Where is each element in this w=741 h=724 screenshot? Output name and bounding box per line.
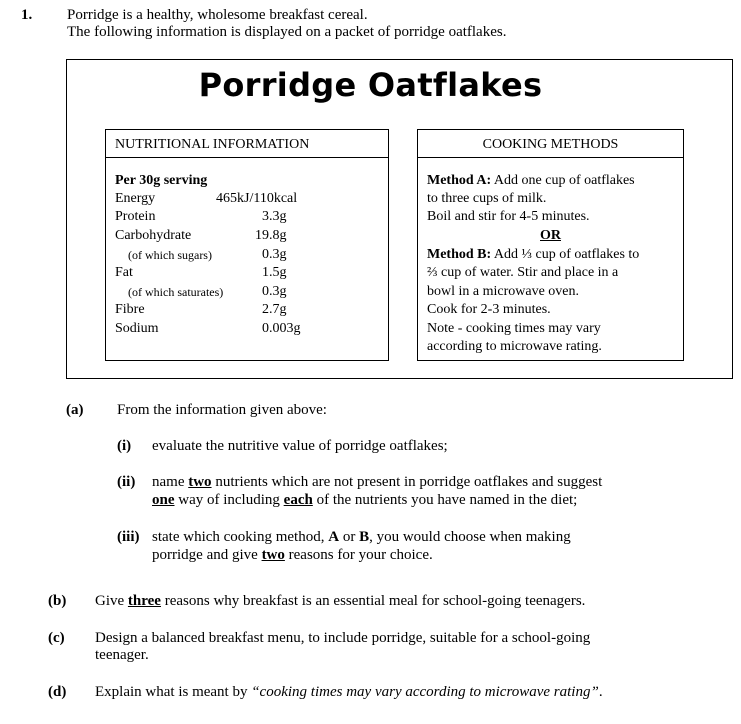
part-a-iii-l1-b: B — [359, 529, 370, 545]
part-a-iii-line-2 — [152, 547, 433, 564]
nutrition-value-sugars: 0.3g — [262, 247, 287, 262]
nutrition-label-carbohydrate: Carbohydrate — [115, 228, 192, 243]
nutrition-heading: NUTRITIONAL INFORMATION — [115, 137, 310, 152]
part-d-text — [95, 684, 603, 701]
method-b-line-1 — [427, 246, 639, 264]
part-a-iii-l2-emph: two — [261, 547, 285, 563]
packet-title: Porridge Oatflakes — [198, 66, 543, 104]
part-a-iii-l2-post: reasons for your choice. — [284, 547, 433, 563]
part-a-ii-l1-pre: name — [152, 474, 189, 490]
part-a-ii-line-2 — [152, 492, 577, 509]
method-or: OR — [540, 228, 561, 243]
method-b-text-1: Add ⅓ cup of oatflakes to — [491, 247, 640, 262]
nutrition-label-fat: Fat — [115, 265, 133, 280]
method-a-line-1 — [427, 172, 635, 190]
nutrition-value-energy: 465kJ/110kcal — [216, 191, 298, 206]
nutrition-serving: Per 30g serving — [115, 173, 208, 188]
nutrition-label-protein: Protein — [115, 209, 156, 224]
nutrition-label-sugars: (of which sugars) — [128, 248, 212, 262]
part-c-label: (c) — [48, 630, 65, 646]
part-a-ii-l2-post: of the nutrients you have named in the diet; — [312, 492, 578, 508]
method-a-line-3: Boil and stir for 4-5 minutes. — [427, 209, 590, 224]
part-d-quote: “cooking times may vary according to microwave rating” — [251, 684, 599, 700]
method-a-line-2: to three cups of milk. — [427, 191, 547, 206]
nutrition-value-carbohydrate: 19.8g — [255, 228, 287, 243]
part-a-ii-l2-emph-2: each — [283, 492, 313, 508]
part-a-iii-l1-pre: state which cooking method, — [152, 529, 329, 545]
part-a-ii-line-1 — [152, 474, 602, 491]
part-d-pre: Explain what is meant by — [95, 684, 252, 700]
nutrition-value-fat: 1.5g — [262, 265, 287, 280]
part-b-emph: three — [127, 593, 161, 609]
part-a-i-text: evaluate the nutritive value of porridge oatflakes; — [152, 438, 448, 454]
question-number: 1. — [21, 7, 33, 23]
part-a-iii-line-1 — [152, 529, 571, 546]
note-line-2: according to microwave rating. — [427, 339, 602, 354]
cooking-heading: COOKING METHODS — [482, 137, 619, 152]
method-b-line-4: Cook for 2-3 minutes. — [427, 302, 551, 317]
part-a-label: (a) — [66, 402, 84, 418]
part-b-label: (b) — [48, 593, 67, 609]
method-a-label: Method A: — [427, 173, 492, 188]
part-d-label: (d) — [48, 684, 67, 700]
part-d-post: . — [598, 684, 603, 700]
nutrition-label-sodium: Sodium — [115, 321, 159, 336]
method-b-label: Method B: — [427, 247, 492, 262]
nutrition-value-saturates: 0.3g — [262, 284, 287, 299]
part-b-post: reasons why breakfast is an essential meal for school-going teenagers. — [160, 593, 586, 609]
nutrition-label-fibre: Fibre — [115, 302, 145, 317]
cooking-divider — [418, 157, 683, 158]
part-a-ii-label: (ii) — [117, 474, 136, 490]
intro-line-2: The following information is displayed on a packet of porridge oatflakes. — [67, 24, 507, 40]
method-b-line-3: bowl in a microwave oven. — [427, 284, 580, 299]
part-a-ii-l1-post: nutrients which are not present in porridge oatflakes and suggest — [211, 474, 603, 490]
method-b-line-2: ⅔ cup of water. Stir and place in a — [427, 265, 619, 280]
part-a-ii-l1-emph: two — [188, 474, 212, 490]
part-a-iii-l1-a: A — [328, 529, 340, 545]
nutrition-value-sodium: 0.003g — [262, 321, 301, 336]
part-b-pre: Give — [95, 593, 128, 609]
part-a-i-label: (i) — [117, 438, 132, 454]
part-a-text: From the information given above: — [117, 402, 327, 418]
nutrition-label-energy: Energy — [115, 191, 156, 206]
intro-line-1: Porridge is a healthy, wholesome breakfast cereal. — [67, 7, 368, 23]
nutrition-value-fibre: 2.7g — [262, 302, 287, 317]
part-a-ii-l2-emph-1: one — [152, 492, 175, 508]
part-a-iii-l2-pre: porridge and give — [152, 547, 262, 563]
part-b-text — [95, 593, 585, 610]
nutrition-value-protein: 3.3g — [262, 209, 287, 224]
nutrition-divider — [106, 157, 388, 158]
part-c-line-1: Design a balanced breakfast menu, to include porridge, suitable for a school-going — [95, 630, 591, 646]
nutrition-label-saturates: (of which saturates) — [128, 285, 224, 299]
part-a-iii-l1-mid: or — [339, 529, 360, 545]
part-a-iii-label: (iii) — [117, 529, 140, 545]
part-a-iii-l1-post: , you would choose when making — [369, 529, 571, 545]
note-line-1: Note - cooking times may vary — [427, 321, 601, 336]
part-a-ii-l2-mid: way of including — [174, 492, 284, 508]
part-c-line-2: teenager. — [95, 647, 149, 663]
method-a-text-1: Add one cup of oatflakes — [491, 173, 635, 188]
